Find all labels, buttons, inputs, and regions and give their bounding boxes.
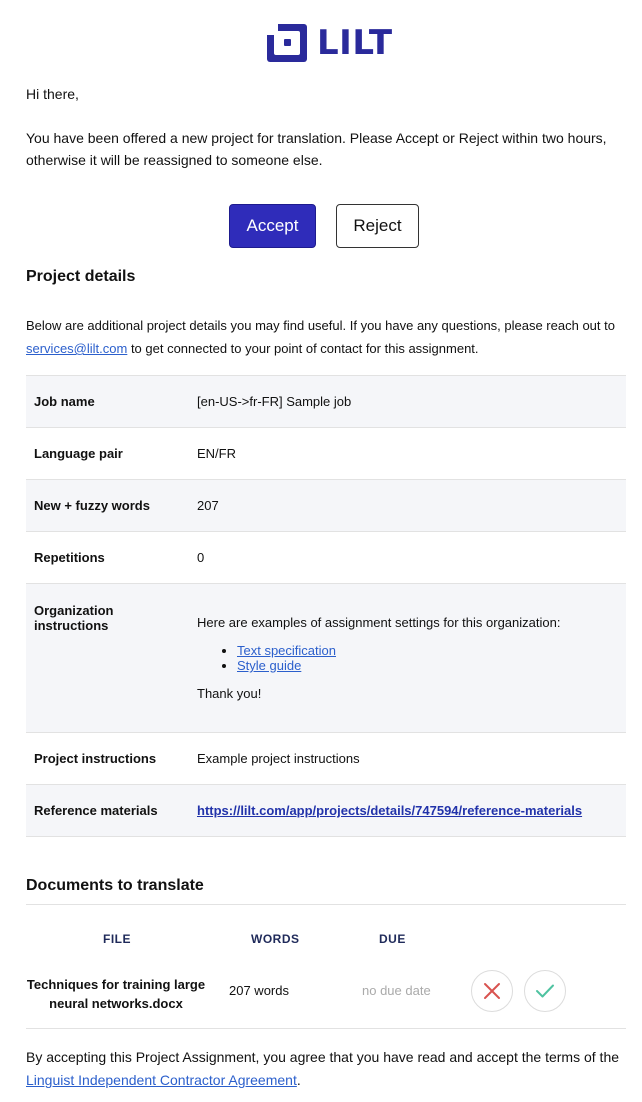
details-value: [en-US->fr-FR] Sample job — [197, 394, 352, 409]
details-value: 207 — [197, 498, 219, 513]
lilt-logo — [265, 22, 393, 64]
details-label: Language pair — [34, 446, 123, 461]
details-label: Project instructions — [34, 751, 157, 766]
details-row-job-name — [26, 376, 626, 428]
details-value: 0 — [197, 550, 205, 565]
reference-materials-link[interactable]: https://lilt.com/app/projects/details/747594/reference-materials — [197, 803, 583, 818]
project-details-heading: Project details — [26, 268, 136, 285]
details-label: New + fuzzy words — [34, 498, 150, 513]
checkmark-icon — [535, 983, 555, 999]
document-file-name: Techniques for training large neural networks.docx — [26, 977, 206, 1011]
footer-terms — [26, 1046, 626, 1092]
details-label: Reference materials — [34, 803, 158, 818]
document-due-date: no due date — [362, 983, 431, 998]
details-row-language-pair — [26, 428, 626, 480]
details-label: Job name — [34, 394, 95, 409]
accept-button[interactable]: Accept — [229, 204, 316, 248]
documents-table — [26, 904, 626, 1029]
details-value: EN/FR — [197, 446, 236, 461]
reject-button[interactable]: Reject — [336, 204, 419, 248]
org-instructions-content — [197, 615, 560, 701]
details-value: Example project instructions — [197, 751, 360, 766]
details-row-project-instructions — [26, 733, 626, 785]
lilt-logo-text: LILT — [317, 23, 393, 63]
details-row-reference-materials — [26, 785, 626, 837]
list-item — [237, 658, 560, 673]
details-row-new-fuzzy-words — [26, 480, 626, 532]
org-instructions-text: Here are examples of assignment settings for this organization: — [197, 615, 561, 630]
contractor-agreement-link[interactable]: Linguist Independent Contractor Agreement — [26, 1072, 297, 1088]
details-row-repetitions — [26, 532, 626, 584]
column-header-words: WORDS — [251, 932, 300, 946]
org-instructions-links — [237, 643, 560, 673]
style-guide-link[interactable]: Style guide — [237, 658, 302, 673]
project-details-table — [26, 375, 626, 837]
services-email-link[interactable]: services@lilt.com — [26, 341, 128, 356]
reject-document-button[interactable] — [471, 970, 513, 1012]
lilt-logo-mark-icon — [265, 22, 309, 64]
footer-period: . — [296, 1072, 301, 1088]
details-label: Repetitions — [34, 550, 105, 565]
accept-document-button[interactable] — [524, 970, 566, 1012]
details-intro-before: Below are additional project details you may find useful. If you have any questions, please reach out to — [26, 318, 615, 333]
intro-text: You have been offered a new project for translation. Please Accept or Reject within two hours, otherwise it will be reassigned to someone else. — [26, 130, 607, 168]
close-icon — [483, 982, 501, 1000]
document-word-count: 207 words — [229, 983, 289, 998]
column-header-due: DUE — [379, 932, 406, 946]
column-header-file: FILE — [103, 932, 131, 946]
text-specification-link[interactable]: Text specification — [237, 643, 336, 658]
footer-text: By accepting this Project Assignment, you agree that you have read and accept the terms of the — [26, 1049, 620, 1065]
details-intro-after: to get connected to your point of contact for this assignment. — [127, 341, 479, 356]
org-instructions-closing: Thank you! — [197, 686, 262, 701]
greeting: Hi there, — [26, 86, 79, 102]
details-label: Organization instructions — [34, 603, 114, 633]
details-row-org-instructions — [26, 584, 626, 733]
details-value — [197, 803, 626, 818]
list-item — [237, 643, 560, 658]
documents-heading: Documents to translate — [26, 877, 204, 894]
project-details-intro — [26, 314, 626, 360]
